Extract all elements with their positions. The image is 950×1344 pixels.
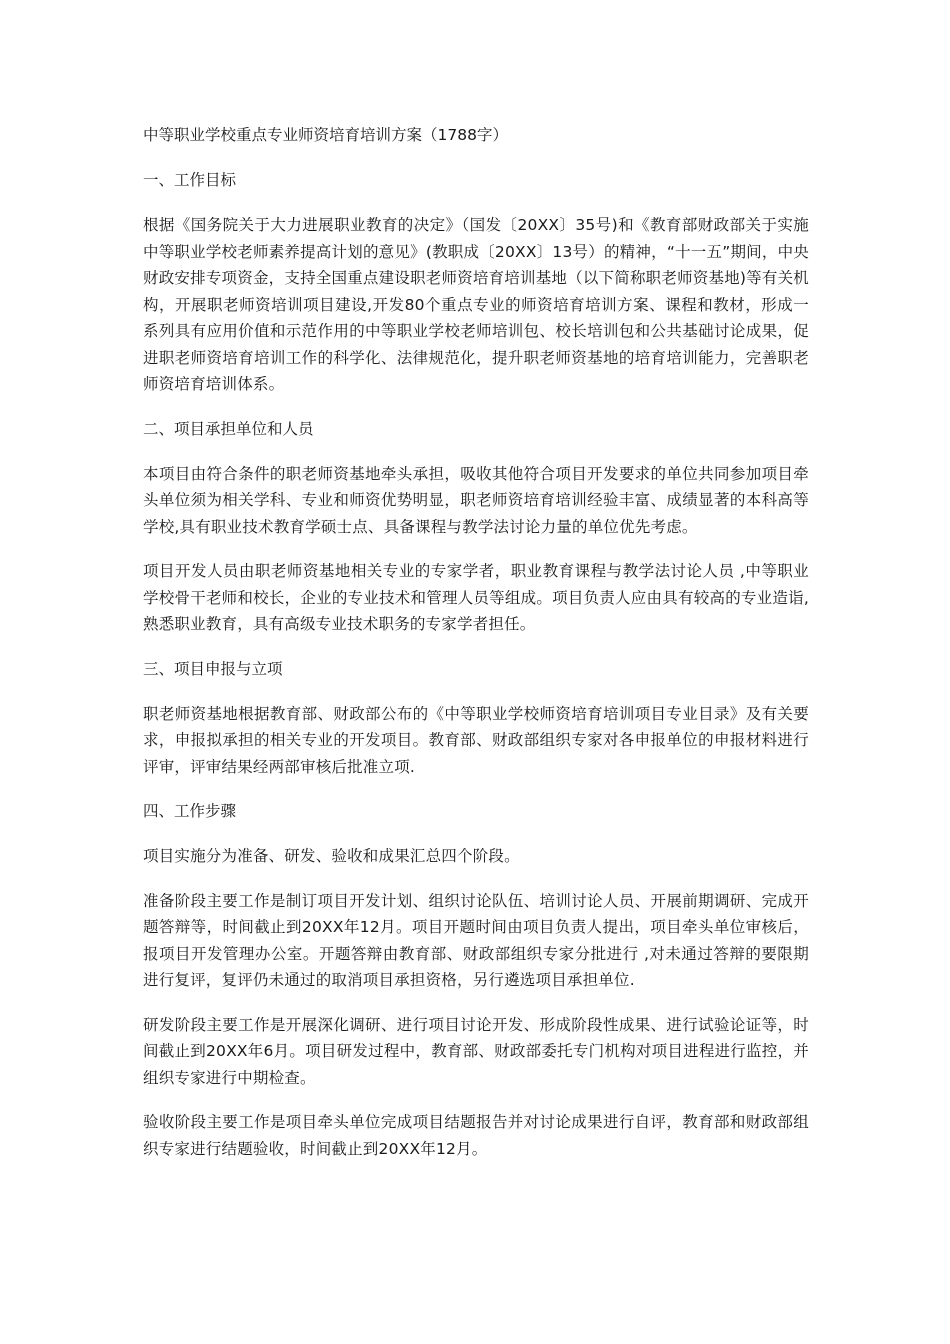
paragraph-steps-1: 项目实施分为准备、研发、验收和成果汇总四个阶段。 bbox=[143, 847, 520, 865]
paragraph-application: 职老师资基地根据教育部、财政部公布的《中等职业学校师资培育培训项目专业目录》及有关要求，申报拟承担的相关专业的开发项目。教育部、财政部组织专家对各申报单位的申报材料进行评审，评审结果经两部审核后批准立项. bbox=[143, 704, 809, 776]
document-body bbox=[143, 122, 809, 1180]
paragraph-steps-3: 研发阶段主要工作是开展深化调研、进行项目讨论开发、形成阶段性成果、进行试验论证等，时间截止到20XX年6月。项目研发过程中，教育部、财政部委托专门机构对项目进程进行监控，并组织专家进行中期检查。 bbox=[143, 1015, 809, 1087]
section-heading-steps: 四、工作步骤 bbox=[143, 802, 237, 820]
section-heading-application: 三、项目申报与立项 bbox=[143, 659, 283, 678]
section-heading-goals: 一、工作目标 bbox=[143, 171, 237, 189]
document-title: 中等职业学校重点专业师资培育培训方案（1788字） bbox=[143, 126, 508, 144]
paragraph-goals: 根据《国务院关于大力进展职业教育的决定》（国发〔20XX〕35号)和《教育部财政部关于实施中等职业学校老师素养提高计划的意见》(教职成〔20XX〕13号）的精神，“十一五”期间，中央财政安排专项资金，支持全国重点建设职老师资培育培训基地（以下简称职老师资基地)等有关机构，开展职老师资培训项目建设,开发80个重点专业的师资培育培训方案、课程和教材，形成一系列具有应用价值和示范作用的中等职业学校老师培训包、校长培训包和公共基础讨论成果，促进职老师资培育培训工作的科学化、法律规范化，提升职老师资基地的培育培训能力，完善职老师资培育培训体系。 bbox=[143, 216, 809, 393]
paragraph-units-1: 本项目由符合条件的职老师资基地牵头承担，吸收其他符合项目开发要求的单位共同参加项目牵头单位须为相关学科、专业和师资优势明显，职老师资培育培训经验丰富、成绩显著的本科高等学校,具有职业技术教育学硕士点、具备课程与教学法讨论力量的单位优先考虑。 bbox=[143, 464, 809, 536]
paragraph-steps-4: 验收阶段主要工作是项目牵头单位完成项目结题报告并对讨论成果进行自评，教育部和财政部组织专家进行结题验收，时间截止到20XX年12月。 bbox=[143, 1113, 809, 1158]
paragraph-steps-2: 准备阶段主要工作是制订项目开发计划、组织讨论队伍、培训讨论人员、开展前期调研、完成开题答辩等，时间截止到20XX年12月。项目开题时间由项目负责人提出，项目牵头单位审核后，报项目开发管理办公室。开题答辩由教育部、财政部组织专家分批进行 ,对未通过答辩的要限期进行复评，复评仍未通过的取消项目承担资格，另行遴选项目承担单位. bbox=[143, 891, 809, 989]
paragraph-units-2: 项目开发人员由职老师资基地相关专业的专家学者，职业教育课程与教学法讨论人员 ,中等职业学校骨干老师和校长，企业的专业技术和管理人员等组成。项目负责人应由具有较高的专业造诣,熟悉职业教育，具有高级专业技术职务的专家学者担任。 bbox=[143, 562, 809, 633]
section-heading-units: 二、项目承担单位和人员 bbox=[143, 419, 314, 438]
